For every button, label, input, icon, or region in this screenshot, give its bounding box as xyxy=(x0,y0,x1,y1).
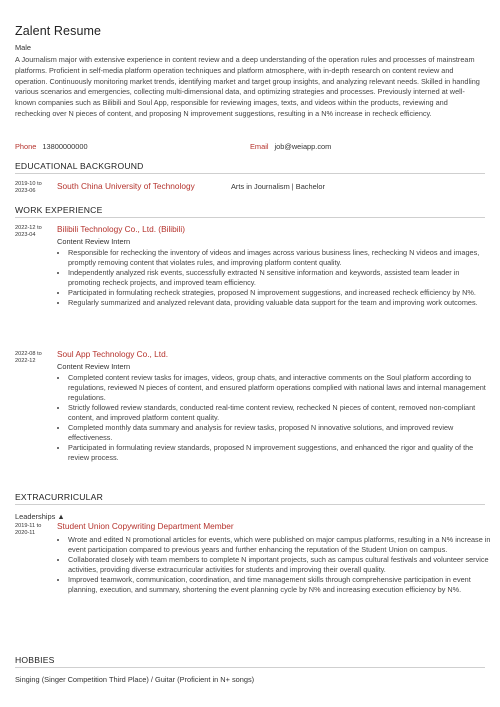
list-item: • Collaborated closely with team members to complete N important projects, such as campus cultural festivals and volunteer service activities, providing diverse extracurricular activities for students and improving their overall quality. xyxy=(68,555,493,575)
leadership-label: Leaderships xyxy=(15,512,56,521)
date-start: 2019-11 to xyxy=(15,523,42,529)
resume-name: Zalent Resume xyxy=(15,24,102,38)
section-title-hobbies: HOBBIES xyxy=(15,655,485,668)
phone-value: 13800000000 xyxy=(42,142,88,151)
list-item: • Completed monthly data summary and analysis for review tasks, proposed N innovative solutions, and improved review effectiveness. xyxy=(68,423,493,443)
phone-label: Phone xyxy=(15,142,37,151)
date-start: 2022-08 to xyxy=(15,351,42,357)
role-title-1: Content Review Intern xyxy=(57,237,131,246)
gender: Male xyxy=(15,43,32,52)
section-title-work: WORK EXPERIENCE xyxy=(15,205,485,218)
work-date-2 xyxy=(15,351,42,365)
section-title-education: EDUCATIONAL BACKGROUND xyxy=(15,161,485,174)
date-end: 2023-04 xyxy=(15,232,36,239)
list-item: • Regularly summarized and analyzed relevant data, providing valuable data support for the team and improving work outcomes. xyxy=(68,298,493,308)
date-end: 2023-06 xyxy=(15,188,36,195)
list-item: • Responsible for rechecking the inventory of videos and images across various business lines, rechecking N videos and images, promptly removing content that violates rules, and improving platform content quality. xyxy=(68,248,493,268)
phone-contact xyxy=(15,142,88,151)
list-item: • Strictly followed review standards, conducted real-time content review, rechecked N pieces of content, removed non-compliant content, and improved platform content quality. xyxy=(68,403,493,423)
student-union-role: Student Union Copywriting Department Member xyxy=(57,521,234,531)
list-item: • Improved teamwork, communication, coordination, and time management skills through comprehensive participation in event planning, execution, and summary, shortening the event planning cycle by N% and increasing execution efficiency by N%. xyxy=(68,575,493,595)
work-date-1 xyxy=(15,225,42,239)
triangle-icon: ▲ xyxy=(57,512,65,521)
date-start: 2019-10 to xyxy=(15,181,42,187)
list-item: • Participated in formulating recheck strategies, proposed N improvement suggestions, and increased recheck efficiency by N%. xyxy=(68,288,493,298)
email-contact xyxy=(250,142,331,151)
school-name: South China University of Technology xyxy=(57,181,195,191)
bullet-list-work-2 xyxy=(57,373,493,463)
list-item: • Participated in formulating review standards, proposed N improvement suggestions, and enhanced the rigor and quality of the review process. xyxy=(68,443,493,463)
hobbies-text: Singing (Singer Competition Third Place) / Guitar (Proficient in N+ songs) xyxy=(15,675,255,684)
bullet-list-extracurricular xyxy=(57,535,493,595)
section-title-extracurricular: EXTRACURRICULAR xyxy=(15,492,485,505)
email-value: job@weiapp.com xyxy=(274,142,332,151)
leadership-heading xyxy=(15,512,65,521)
list-item: • Wrote and edited N promotional articles for events, which were published on major campus platforms, resulting in a N% increase in event participation compared to previous years and further enhancing the reputation of the Student Union on campus. xyxy=(68,535,493,555)
list-item: • Independently analyzed risk events, successfully extracted N sensitive information and keywords, assisted team leader in promoting recheck projects, and improved team efficiency. xyxy=(68,268,493,288)
degree-detail: Arts in Journalism | Bachelor xyxy=(231,182,325,191)
education-date xyxy=(15,181,42,195)
date-end: 2022-12 xyxy=(15,358,36,365)
email-label: Email xyxy=(250,142,269,151)
bullet-list-work-1 xyxy=(57,248,493,308)
company-name-1: Bilibili Technology Co., Ltd. (Bilibili) xyxy=(57,224,186,234)
extracurricular-date xyxy=(15,523,41,537)
summary-paragraph: A Journalism major with extensive experience in content review and a deep understanding of the operation rules and processes of mainstream platforms. Proficient in self-media platform operation techniques and platform atmosphere, with in-depth research on content review and operation. Continuously monitoring market trends, identifying market and target group insights, and analyzing relevant needs. Skilled in handling various scenarios and emergencies, collecting multi-dimensional data, and optimizing strategies and processes. Previously interned at well-known companies such as Bilibili and Soul App, responsible for reviewing images, texts, and videos within the products, reviewing and rechecking over N pieces of content, and proposing N improvement suggestions, resulting in a N% increase in recheck efficiency. xyxy=(15,55,480,118)
company-name-2: Soul App Technology Co., Ltd. xyxy=(57,349,169,359)
list-item: • Completed content review tasks for images, videos, group chats, and interactive comments on the Soul platform according to regulations, reviewed N pieces of content, and ensured platform operations complied with national laws and internal management regulations. xyxy=(68,373,493,403)
role-title-2: Content Review Intern xyxy=(57,362,131,371)
date-start: 2022-12 to xyxy=(15,225,42,231)
date-end: 2020-11 xyxy=(15,530,36,537)
